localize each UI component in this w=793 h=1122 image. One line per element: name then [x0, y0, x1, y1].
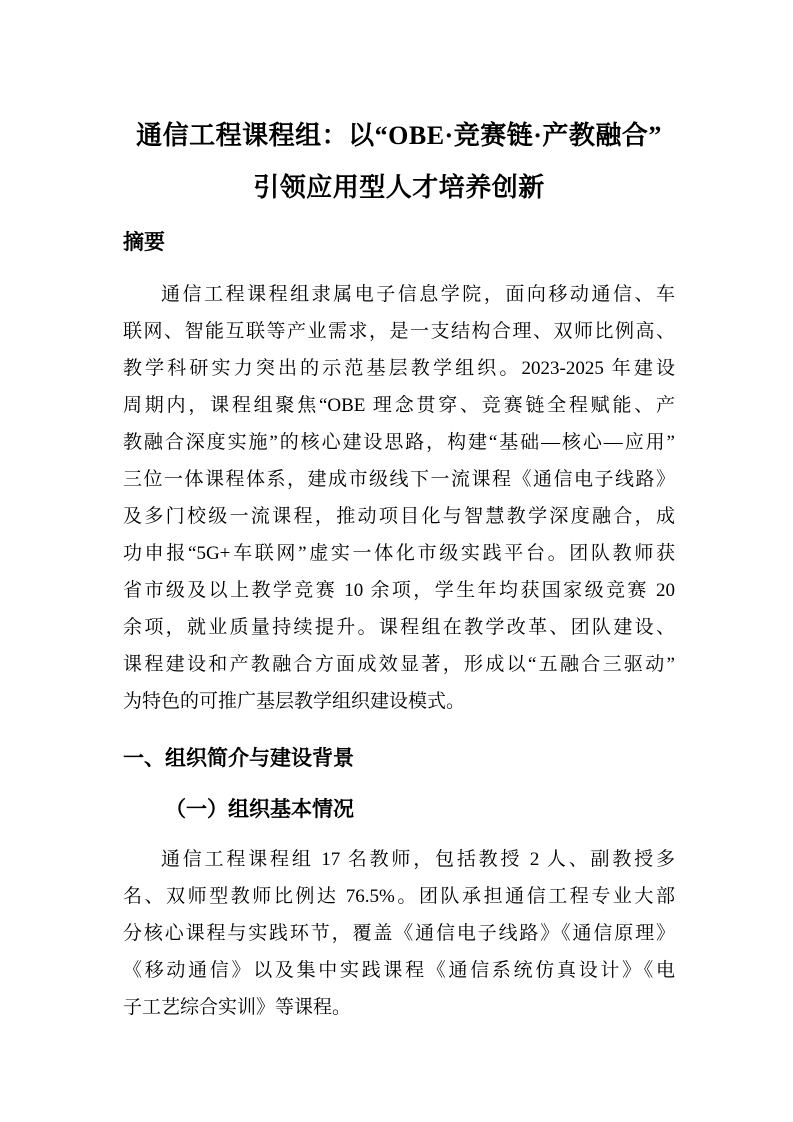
section-1-1-paragraph [123, 841, 675, 1026]
document-title [123, 110, 675, 214]
section-1-heading: 一、组织简介与建设背景 [123, 746, 354, 770]
text-line: 《移动通信》以及集中实践课程《通信系统仿真设计》《电 [123, 960, 675, 981]
text-line: 功申报“5G+车联网”虚实一体化市级实践平台。团队教师获 [123, 543, 675, 564]
text-line: 为特色的可推广基层教学组织建设模式。 [123, 691, 466, 712]
text-line: 周期内，课程组聚焦“OBE 理念贯穿、竞赛链全程赋能、产 [123, 395, 675, 416]
abstract-paragraph [123, 276, 675, 720]
text-line: 教学科研实力突出的示范基层教学组织。2023-2025 年建设 [123, 358, 675, 379]
text-line: 三位一体课程体系，建成市级线下一流课程《通信电子线路》 [123, 469, 675, 490]
document-title-line-2: 引领应用型人才培养创新 [253, 173, 545, 202]
text-line: 及多门校级一流课程，推动项目化与智慧教学深度融合，成 [123, 506, 675, 527]
text-line: 名、双师型教师比例达 76.5%。团队承担通信工程专业大部 [123, 886, 675, 907]
section-1-1-heading: （一）组织基本情况 [165, 797, 354, 821]
text-line: 省市级及以上教学竞赛 10 余项，学生年均获国家级竞赛 20 [123, 580, 675, 601]
text-line: 教融合深度实施”的核心建设思路，构建“基础—核心—应用” [123, 432, 675, 453]
text-line: 子工艺综合实训》等课程。 [123, 997, 352, 1018]
text-line: 联网、智能互联等产业需求，是一支结构合理、双师比例高、 [123, 321, 675, 342]
text-line: 通信工程课程组隶属电子信息学院，面向移动通信、车 [161, 284, 675, 305]
text-line: 课程建设和产教融合方面成效显著，形成以“五融合三驱动” [123, 654, 675, 675]
document-title-line-1: 通信工程课程组：以“OBE·竞赛链·产教融合” [136, 121, 662, 150]
abstract-heading: 摘要 [123, 230, 165, 254]
text-line: 分核心课程与实践环节，覆盖《通信电子线路》《通信原理》 [123, 923, 675, 944]
text-line: 通信工程课程组 17 名教师，包括教授 2 人、副教授多 [161, 849, 675, 870]
page-content [123, 110, 675, 1026]
text-line: 余项，就业质量持续提升。课程组在教学改革、团队建设、 [123, 617, 675, 638]
